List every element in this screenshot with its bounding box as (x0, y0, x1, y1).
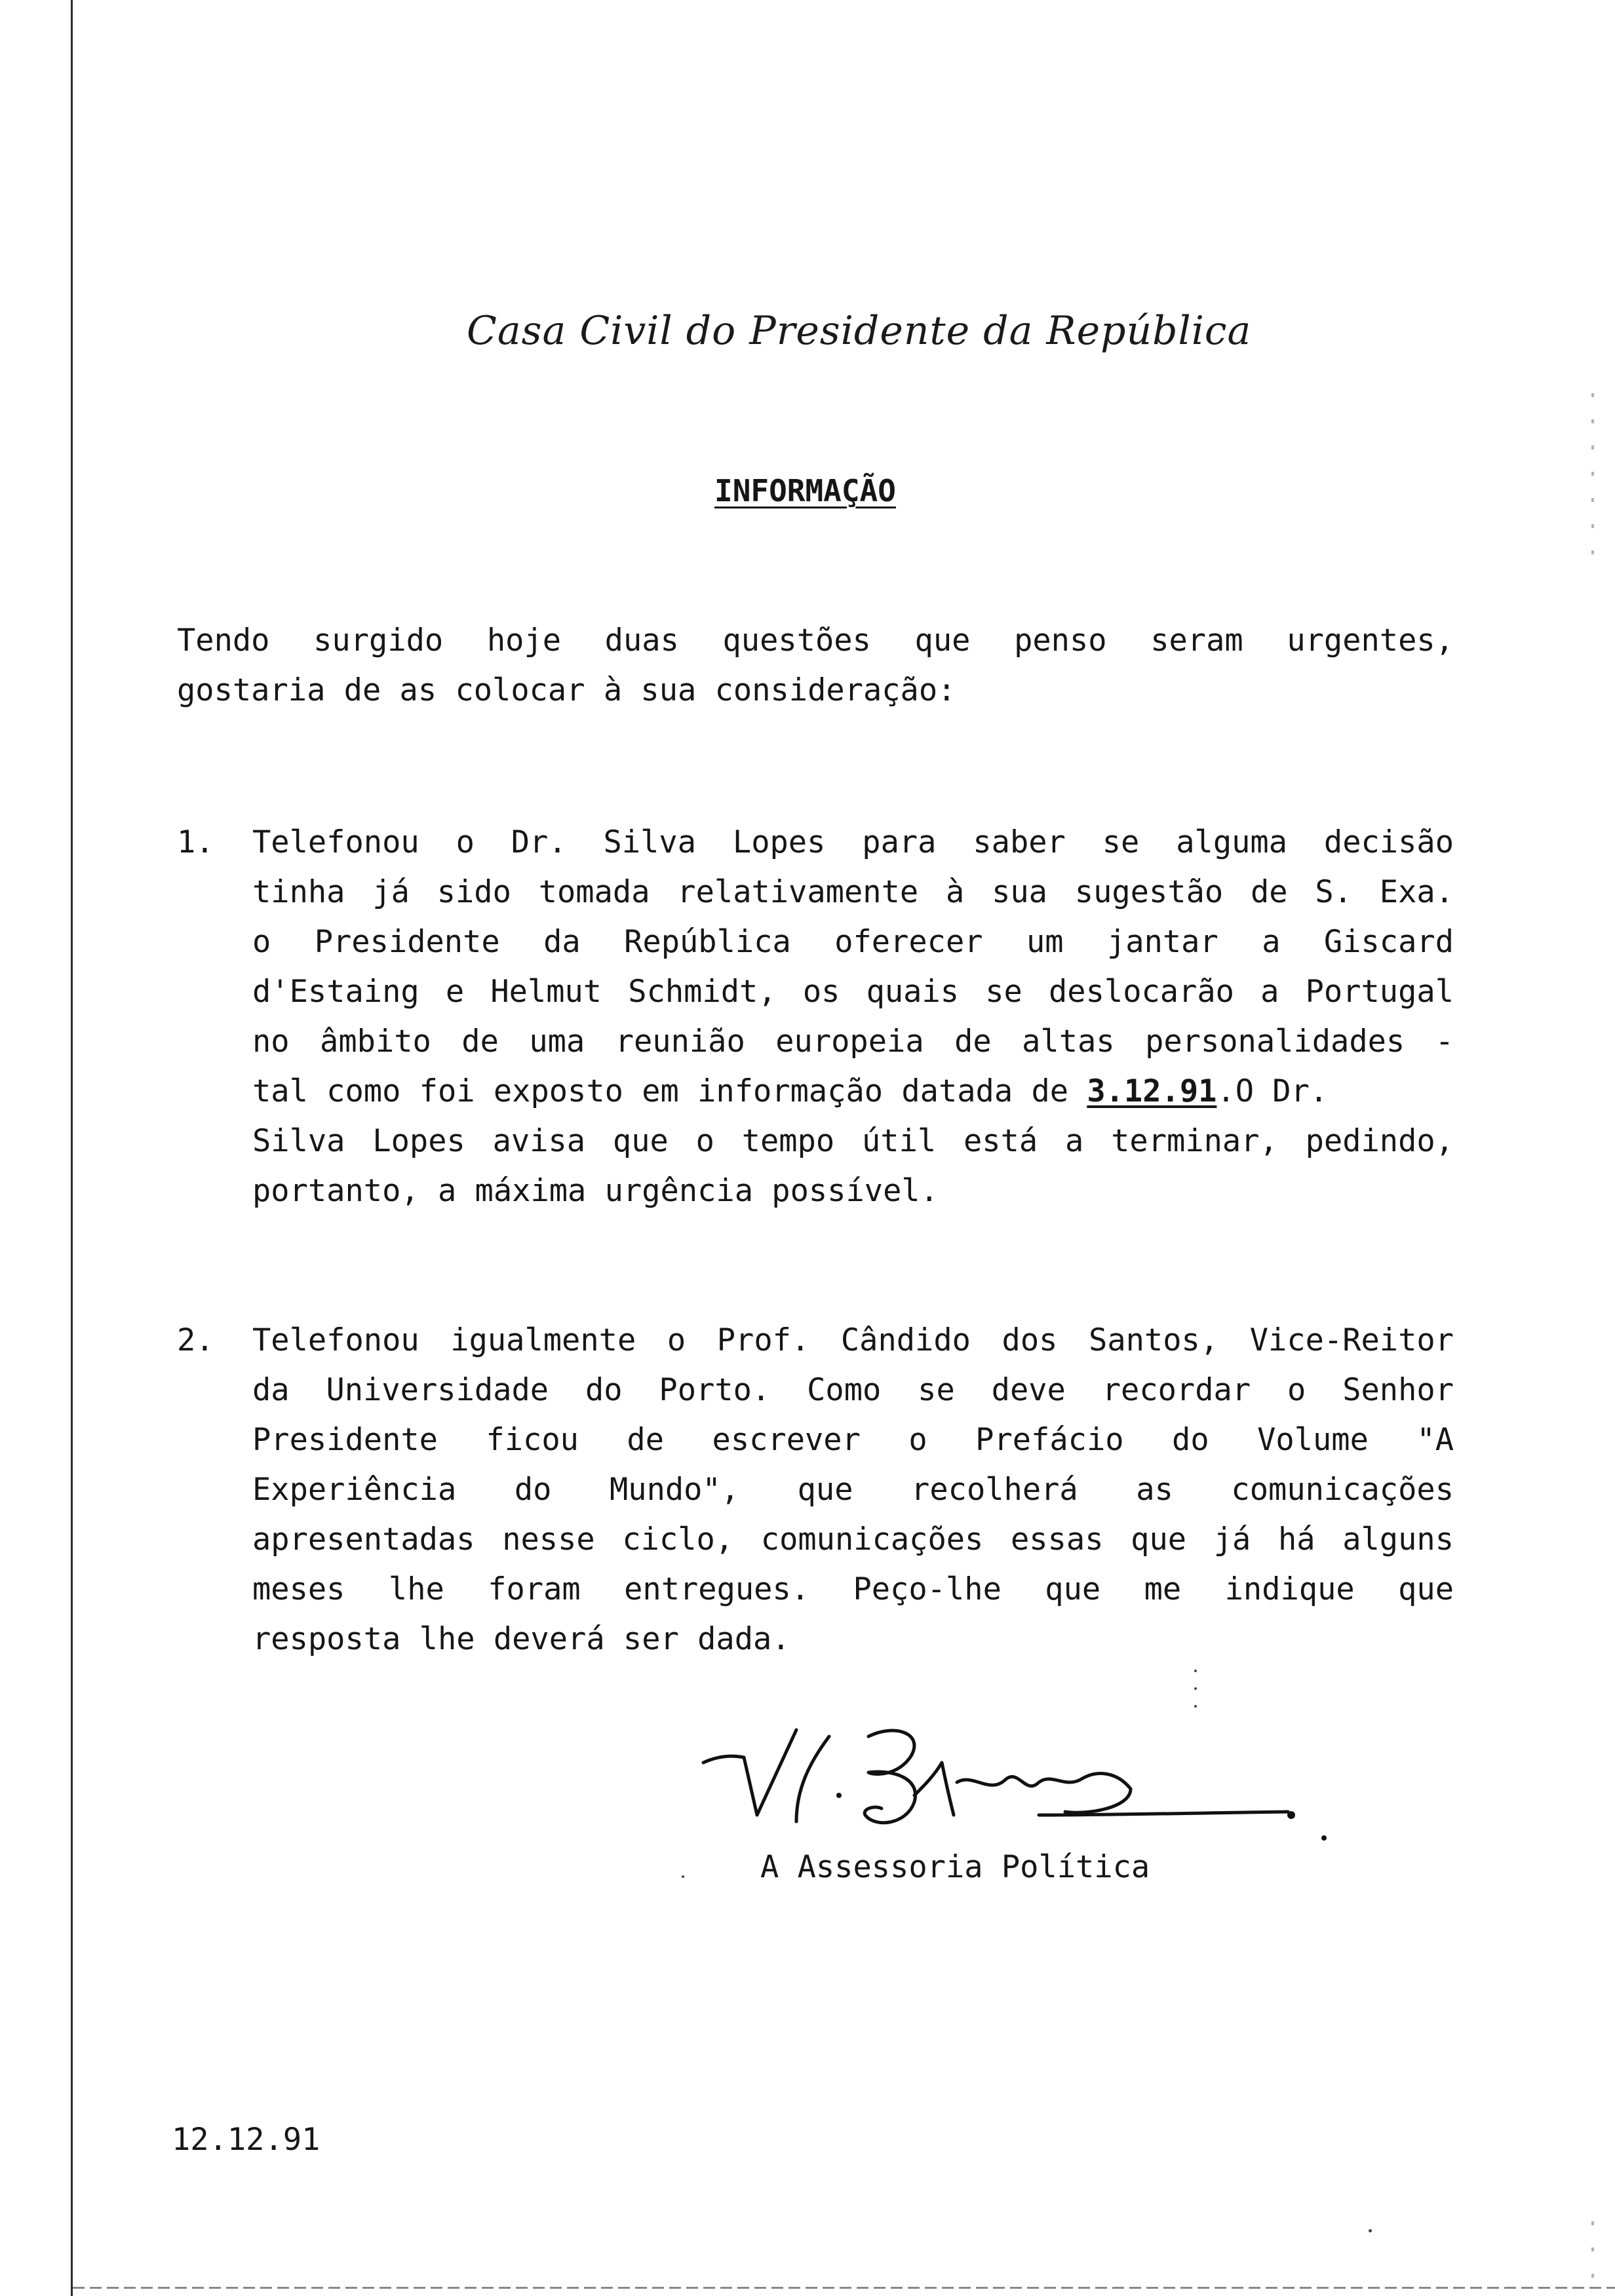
scan-edge-marks-bottom (1591, 2221, 1594, 2287)
footer-date: 12.12.91 (172, 2122, 321, 2158)
item-2-line: Telefonou igualmente o Prof. Cândido dos Santos, Vice-Reitor (252, 1322, 1454, 1358)
scan-speck (1194, 1705, 1197, 1708)
item-number: 1. (177, 824, 214, 860)
item-1-line: no âmbito de uma reunião europeia de altas personalidades - (252, 1024, 1454, 1060)
scan-speck (1194, 1670, 1197, 1672)
intro-line: gostaria de as colocar à sua consideração: (177, 672, 956, 708)
bottom-scan-edge (73, 2287, 1615, 2289)
item-2-line: Experiência do Mundo", que recolherá as comunicações (252, 1472, 1454, 1508)
scan-speck (682, 1875, 684, 1878)
item-1-line: Silva Lopes avisa que o tempo útil está a terminar, pedindo, (252, 1123, 1454, 1159)
item-number: 2. (177, 1322, 214, 1358)
intro-paragraph (177, 616, 1454, 716)
letterhead: Casa Civil do Presidente da República (467, 308, 1252, 354)
scan-edge-marks-top (1591, 393, 1594, 564)
item-1-line: o Presidente da República oferecer um jantar a Giscard (252, 924, 1454, 960)
item-1-line: d'Estaing e Helmut Schmidt, os quais se deslocarão a Portugal (252, 974, 1454, 1010)
item-1-line-part: tal como foi exposto em informação datada de (252, 1073, 1087, 1109)
item-2-line: da Universidade do Porto. Como se deve recordar o Senhor (252, 1372, 1454, 1408)
item-2-line: meses lhe foram entregues. Peço-lhe que me indique que (252, 1571, 1454, 1607)
left-margin-rule (71, 0, 73, 2296)
handwritten-signature (698, 1717, 1340, 1841)
referenced-date: 3.12.91 (1087, 1073, 1217, 1109)
item-2-paragraph (252, 1316, 1454, 1664)
item-1-line: portanto, a máxima urgência possível. (252, 1173, 939, 1209)
signature-caption: A Assessoria Política (760, 1849, 1150, 1885)
scan-speck (1369, 2229, 1372, 2232)
document-heading: INFORMAÇÃO (714, 473, 896, 508)
item-2-line: apresentadas nesse ciclo, comunicações essas que já há alguns (252, 1521, 1454, 1558)
item-1-paragraph (252, 818, 1454, 1216)
scan-speck (1194, 1687, 1197, 1690)
item-1-date-line (252, 1067, 1454, 1117)
item-1-line: tinha já sido tomada relativamente à sua sugestão de S. Exa. (252, 874, 1454, 910)
item-1-line-part: .O Dr. (1216, 1073, 1329, 1109)
item-2-line: Presidente ficou de escrever o Prefácio do Volume "A (252, 1422, 1454, 1458)
item-1-line: Telefonou o Dr. Silva Lopes para saber se alguma decisão (252, 824, 1454, 860)
intro-line: Tendo surgido hoje duas questões que penso seram urgentes, (177, 622, 1454, 659)
item-2-line: resposta lhe deverá ser dada. (252, 1621, 790, 1657)
